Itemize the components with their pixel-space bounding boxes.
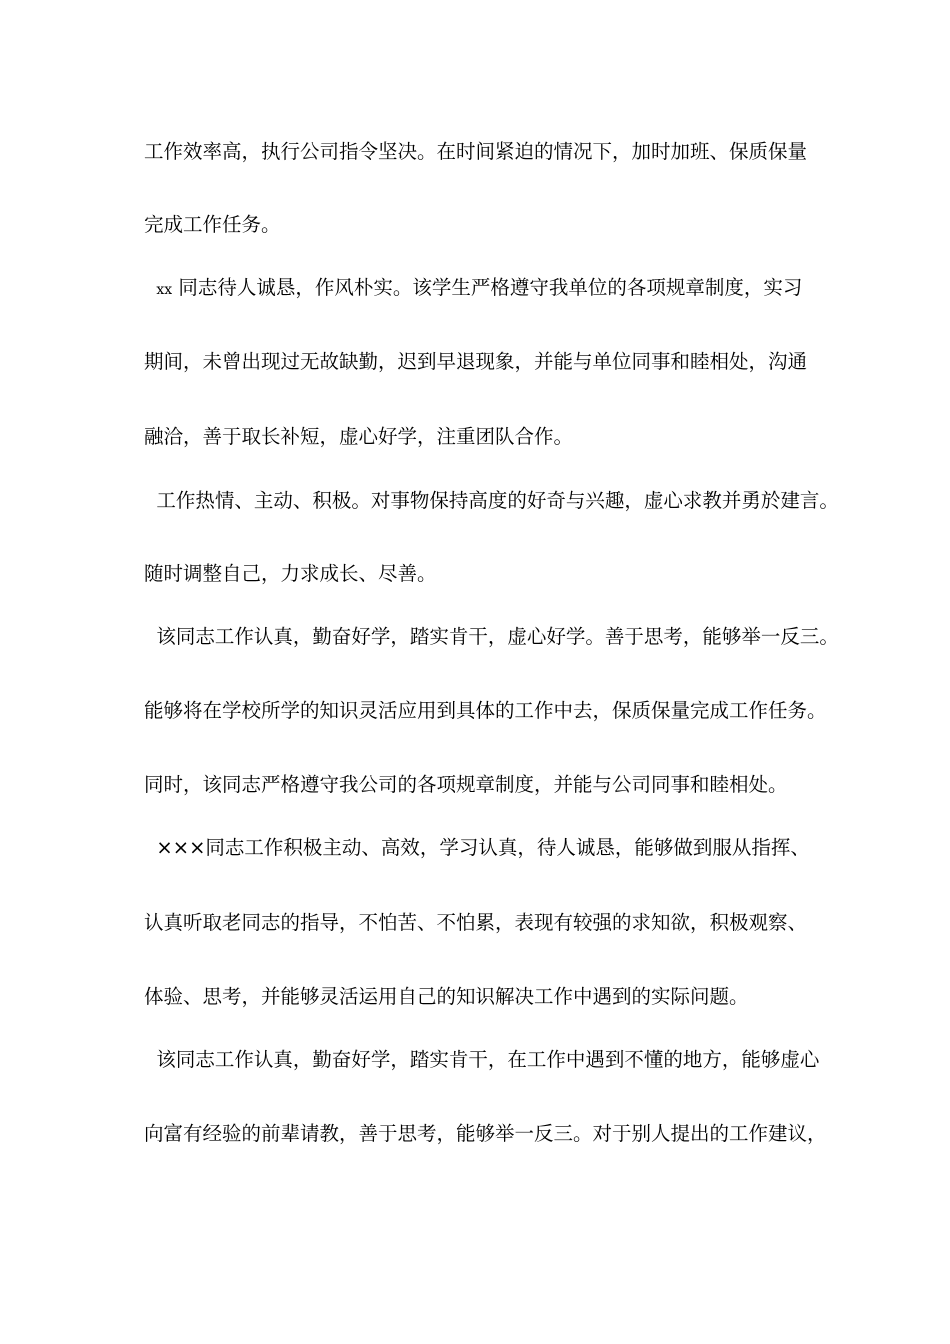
text-line bbox=[144, 275, 802, 303]
text-line: 工作效率高，执行公司指令坚决。在时间紧迫的情况下，加时加班、保质保量 bbox=[144, 140, 808, 163]
text-line: 认真听取老同志的指导，不怕苦、不怕累，表现有较强的求知欲，积极观察、 bbox=[144, 911, 808, 934]
text-line: 该同志工作认真，勤奋好学，踏实肯干，虚心好学。善于思考，能够举一反三。 bbox=[144, 625, 839, 648]
text-line: 融洽，善于取长补短，虚心好学，注重团队合作。 bbox=[144, 425, 574, 448]
text-line: 随时调整自己，力求成长、尽善。 bbox=[144, 562, 437, 585]
text-line: 期间，未曾出现过无故缺勤，迟到早退现象，并能与单位同事和睦相处，沟通 bbox=[144, 350, 808, 373]
text-line: 工作热情、主动、积极。对事物保持高度的好奇与兴趣，虚心求教并勇於建言。 bbox=[144, 489, 839, 512]
name-placeholder: xx bbox=[156, 282, 173, 298]
text-line: 该同志工作认真，勤奋好学，踏实肯干，在工作中遇到不懂的地方，能够虚心 bbox=[144, 1048, 820, 1071]
text-line: ×××同志工作积极主动、高效，学习认真，待人诚恳，能够做到服从指挥、 bbox=[144, 836, 810, 859]
text-line: 向富有经验的前辈请教，善于思考，能够举一反三。对于别人提出的工作建议， bbox=[144, 1122, 827, 1145]
text-line: 完成工作任务。 bbox=[144, 213, 281, 236]
text-line: 体验、思考，并能够灵活运用自己的知识解决工作中遇到的实际问题。 bbox=[144, 985, 749, 1008]
text-line: 能够将在学校所学的知识灵活应用到具体的工作中去，保质保量完成工作任务。 bbox=[144, 699, 827, 722]
text-line: 同时，该同志严格遵守我公司的各项规章制度，并能与公司同事和睦相处。 bbox=[144, 773, 788, 796]
text-line-content: 同志待人诚恳，作风朴实。该学生严格遵守我单位的各项规章制度，实习 bbox=[178, 276, 803, 299]
